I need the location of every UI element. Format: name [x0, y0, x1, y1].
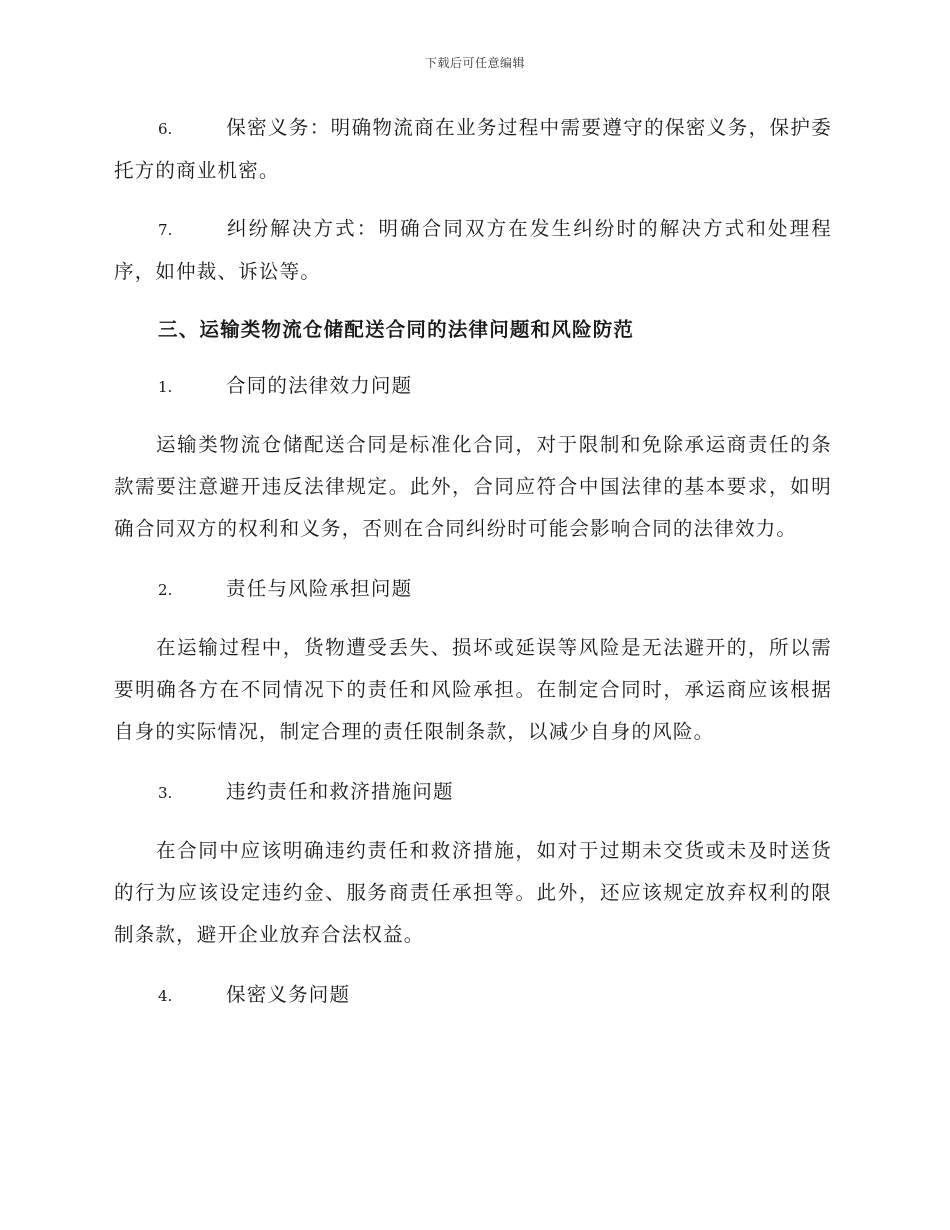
subsection-title-text: 保密义务问题 [226, 983, 351, 1006]
subsection-title-4 [114, 974, 832, 1017]
subsection-title-2 [114, 568, 832, 611]
list-item-text: 保密义务：明确物流商在业务过程中需要遵守的保密义务，保护委托方的商业机密。 [114, 116, 832, 182]
subsection-title-text: 合同的法律效力问题 [226, 374, 413, 397]
body-paragraph: 运输类物流仓储配送合同是标准化合同，对于限制和免除承运商责任的条款需要注意避开违反法律规定。此外，合同应符合中国法律的基本要求，如明确合同双方的权利和义务，否则在合同纠纷时可能会影响合同的法律效力。 [114, 433, 832, 540]
list-number: 1. [158, 378, 173, 396]
subsection-title-text: 违约责任和救济措施问题 [226, 780, 454, 803]
section-heading: 三、运输类物流仓储配送合同的法律问题和风险防范 [158, 318, 635, 341]
list-number: 3. [158, 784, 173, 802]
list-number: 6. [158, 120, 173, 138]
subsection-title-3 [114, 771, 832, 814]
document-body [114, 107, 832, 1033]
list-number: 2. [158, 581, 173, 599]
body-paragraph: 在运输过程中，货物遭受丢失、损坏或延误等风险是无法避开的，所以需要明确各方在不同情况下的责任和风险承担。在制定合同时，承运商应该根据自身的实际情况，制定合理的责任限制条款，以减少自身的风险。 [114, 636, 832, 743]
page-header: 下载后可任意编辑 [424, 56, 525, 70]
list-number: 4. [158, 987, 173, 1005]
list-item-text: 纠纷解决方式：明确合同双方在发生纠纷时的解决方式和处理程序，如仲裁、诉讼等。 [114, 217, 832, 283]
subsection-title-text: 责任与风险承担问题 [226, 577, 413, 600]
list-item-6 [114, 107, 832, 192]
body-paragraph: 在合同中应该明确违约责任和救济措施，如对于过期未交货或未及时送货的行为应该设定违约金、服务商责任承担等。此外，还应该规定放弃权利的限制条款，避开企业放弃合法权益。 [114, 839, 832, 946]
subsection-title-1 [114, 365, 832, 408]
list-number: 7. [158, 221, 173, 239]
list-item-7 [114, 208, 832, 293]
